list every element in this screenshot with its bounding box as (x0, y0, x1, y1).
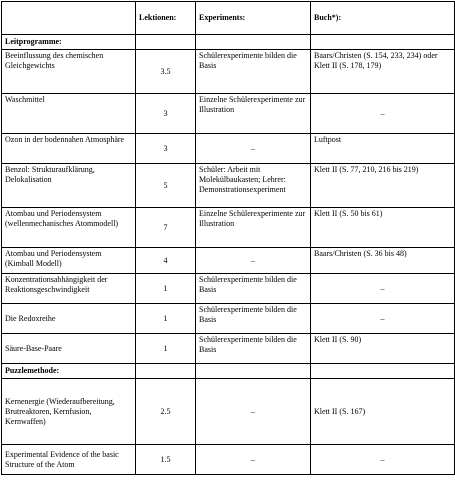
experiments-cell: Einzelne Schülerexperimente zur Illustration (196, 94, 311, 134)
table-row (2, 50, 455, 94)
topic-cell: Die Redoxreihe (2, 304, 136, 334)
experiments-cell: Einzelne Schülerexperimente zur Illustration (196, 208, 311, 248)
lessons-cell: 1 (136, 334, 196, 364)
book-cell: – (311, 445, 455, 475)
experiments-cell: Schülerexperimente bilden die Basis (196, 334, 311, 364)
experiments-cell: Schülerexperimente bilden die Basis (196, 274, 311, 304)
topic-cell: Experimental Evidence of the basic Structure of the Atom (2, 445, 136, 475)
topic-cell: Benzol: Strukturaufklärung, Delokalisation (2, 164, 136, 208)
lessons-cell: 3 (136, 94, 196, 134)
header-lessons: Lektionen: (136, 2, 196, 35)
experiments-cell: – (196, 134, 311, 164)
book-cell: Klett II (S. 50 bis 61) (311, 208, 455, 248)
experiments-cell: – (196, 248, 311, 274)
table-row (2, 304, 455, 334)
section-title: Leitprogramme: (2, 35, 136, 50)
book-cell: Klett II (S. 90) (311, 334, 455, 364)
book-cell: – (311, 304, 455, 334)
book-cell: Klett II (S. 77, 210, 216 bis 219) (311, 164, 455, 208)
header-experiments: Experiments: (196, 2, 311, 35)
lessons-cell: 1 (136, 304, 196, 334)
table-row (2, 379, 455, 445)
header-row (2, 2, 455, 35)
section-row (2, 364, 455, 379)
experiments-cell: Schüler: Arbeit mit Molekülbaukasten; Lehrer: Demonstrationsexperiment (196, 164, 311, 208)
section-row (2, 35, 455, 50)
book-cell: – (311, 94, 455, 134)
lessons-cell: 2.5 (136, 379, 196, 445)
table-row (2, 134, 455, 164)
header-book: Buch*): (311, 2, 455, 35)
lessons-cell: 4 (136, 248, 196, 274)
table-row (2, 248, 455, 274)
topic-cell: Kernenergie (Wiederaufbereitung, Brutreaktoren, Kernfusion, Kernwaffen) (2, 379, 136, 445)
experiments-cell: – (196, 379, 311, 445)
topic-cell: Waschmittel (2, 94, 136, 134)
lessons-cell: 3 (136, 134, 196, 164)
lessons-cell: 1.5 (136, 445, 196, 475)
table-row (2, 334, 455, 364)
experiments-cell: Schülerexperimente bilden die Basis (196, 50, 311, 94)
table-row (2, 94, 455, 134)
book-cell: Klett II (S. 167) (311, 379, 455, 445)
book-cell: – (311, 274, 455, 304)
lessons-cell: 7 (136, 208, 196, 248)
table-row (2, 274, 455, 304)
lessons-cell: 3.5 (136, 50, 196, 94)
table-row (2, 164, 455, 208)
topic-cell: Säure-Base-Paare (2, 334, 136, 364)
experiments-cell: Schülerexperimente bilden die Basis (196, 304, 311, 334)
table-row (2, 445, 455, 475)
header-topic (2, 2, 136, 35)
topic-cell: Ozon in der bodennahen Atmosphäre (2, 134, 136, 164)
book-cell: Baars/Christen (S. 154, 233, 234) oder Klett II (S. 178, 179) (311, 50, 455, 94)
lesson-overview-table (1, 1, 455, 475)
topic-cell: Atombau und Periodensystem (wellenmechanisches Atommodell) (2, 208, 136, 248)
experiments-cell: – (196, 445, 311, 475)
topic-cell: Konzentrationsabhängigkeit der Reaktionsgeschwindigkeit (2, 274, 136, 304)
table-row (2, 208, 455, 248)
book-cell: Baars/Christen (S. 36 bis 48) (311, 248, 455, 274)
lessons-cell: 1 (136, 274, 196, 304)
lessons-cell: 5 (136, 164, 196, 208)
section-title: Puzzlemethode: (2, 364, 136, 379)
topic-cell: Beeinflussung des chemischen Gleichgewichts (2, 50, 136, 94)
book-cell: Luftpost (311, 134, 455, 164)
topic-cell: Atombau und Periodensystem (Kimball Modell) (2, 248, 136, 274)
